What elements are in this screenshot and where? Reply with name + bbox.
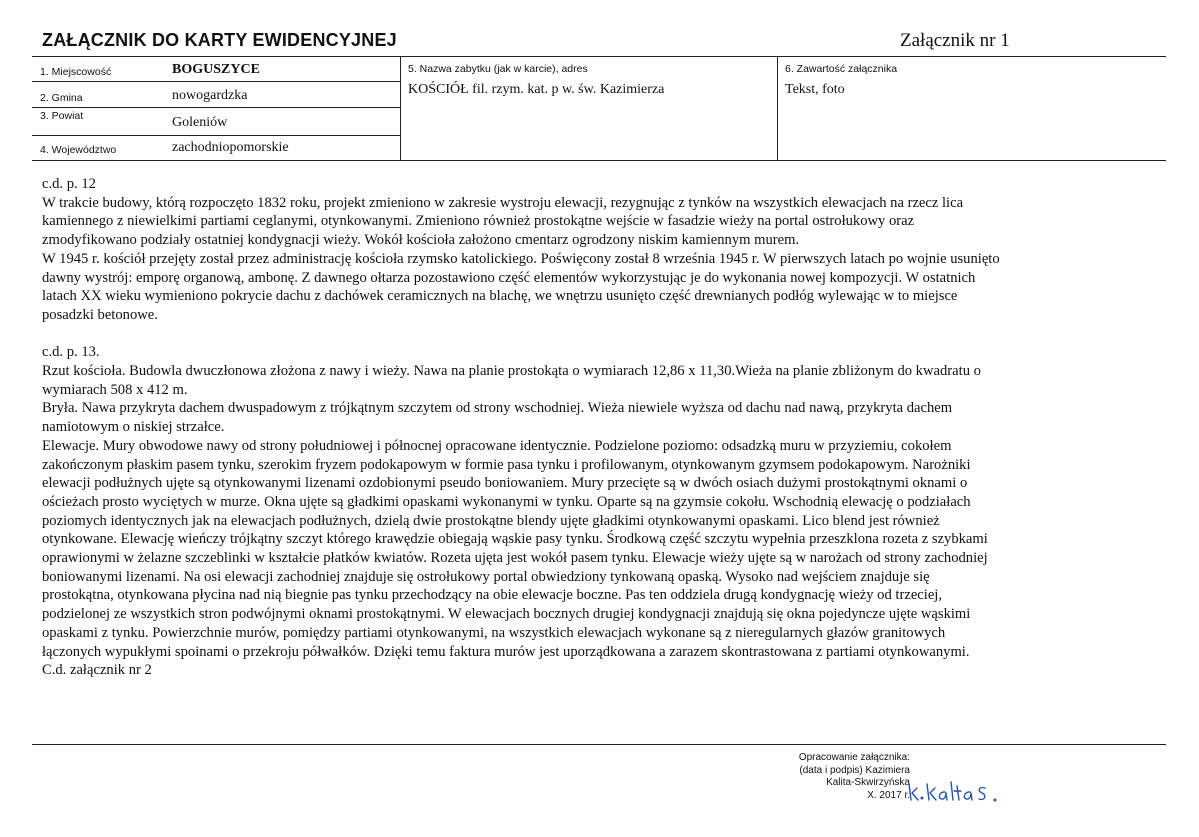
body-line: c.d. p. 13. (42, 344, 100, 361)
field-value-powiat: Goleniów (172, 115, 228, 130)
body-line: kamiennego z niewielkimi partiami ceglanymi, otynkowanymi. Zmieniono również prostokątne wejście w fasadzie wieży na portal ostrołukowy oraz (42, 213, 915, 230)
body-line: elewacji podłużnych ujęte są otynkowanymi lizenami ozdobionymi pseudo boniowaniem. Mury przecięte są w dwóch osiach dużymi prostokątnymi oknami o (42, 475, 968, 492)
paragraph-gap (42, 325, 1162, 344)
field-label-wojewodztwo: 4. Województwo (40, 144, 117, 156)
body-line: Elewacje. Mury obwodowe nawy od strony południowej i północnej opracowane identycznie. Podzielone poziomo: odsadzką muru w przyziemiu, cokołem (42, 437, 952, 454)
field-value-miejscowosc: BOGUSZYCE (172, 62, 260, 77)
body-line: podzielonej ze wszystkich stron podwójnymi oknami prostokątnymi. W elewacjach bocznych drugiej kondygnacji znajdują się okna pojedyncze ujęte wąskimi (42, 606, 971, 623)
field-value-wojewodztwo: zachodniopomorskie (172, 140, 289, 155)
header-table (32, 56, 1166, 161)
column-divider (400, 57, 401, 160)
body-line: wymiarach 508 x 412 m. (42, 381, 188, 398)
body-line: Bryła. Nawa przykryta dachem dwuspadowym z trójkątnym szczytem od strony wschodniej. Wieża niewiele wyższa od dachu nad nawą, przykryta dachem (42, 400, 953, 417)
field-value-zawartosc: Tekst, foto (785, 82, 845, 97)
field-label-zawartosc: 6. Zawartość załącznika (785, 63, 898, 75)
footer-line: X. 2017 r. (867, 789, 910, 801)
row-divider (32, 135, 400, 136)
body-line: C.d. załącznik nr 2 (42, 662, 152, 679)
field-value-gmina: nowogardzka (172, 88, 248, 103)
field-value-nazwa: KOŚCIÓŁ fil. rzym. kat. p w. św. Kazimierza (408, 82, 665, 97)
footer-line: Opracowanie załącznika: (798, 752, 910, 763)
body-line: posadzki betonowe. (42, 306, 158, 323)
body-line: latach XX wieku wymieniono pokrycie dachu z dachówek ceramicznych na blachę, we wnętrzu usunięto część drewnianych podłóg wylewając w to miejsce (42, 288, 958, 305)
body-line: ościeżach prosto wyciętych w murze. Okna ujęte są gładkimi opaskami wykonanymi w tynku. Oparte są na gzymsie cokołu. Wschodnią elewację o podziałach (42, 493, 971, 510)
body-line: poziomych identycznych jak na elewacjach podłużnych, dzielą dwie prostokątne blendy ujęte gładkimi otynkowanymi opaskami. Lico blend jest również (42, 512, 940, 529)
body-text (42, 175, 1162, 680)
row-divider (32, 81, 400, 82)
body-line: W trakcie budowy, którą rozpoczęto 1832 roku, projekt zmieniono w zakresie wystroju elewacji, rezygnując z tynków na wszystkich elewacjach na rzecz lica (42, 194, 964, 211)
row-divider (32, 107, 400, 108)
field-label-powiat: 3. Powiat (40, 110, 84, 122)
field-label-gmina: 2. Gmina (40, 92, 83, 104)
body-line: zakończonym płaskim pasem tynku, szerokim fryzem podokapowym w formie pasa tynku i profilowanym, otynkowanym gzymsem podokapowym. Narożniki (42, 456, 971, 473)
body-line: W 1945 r. kościół przejęty został przez administrację kościoła rzymsko katolickiego. Poświęcony został 8 września 1945 r. W pierwszych latach po wojnie usunięto (42, 250, 1000, 267)
field-label-nazwa: 5. Nazwa zabytku (jak w karcie), adres (408, 63, 588, 75)
footer-credits (770, 752, 910, 802)
body-line: namiotowym o niskiej strzałce. (42, 419, 225, 436)
body-line: c.d. p. 12 (42, 176, 96, 192)
body-line: otynkowane. Elewację wieńczy trójkątny szczyt którego krawędzie obiegają wąskie pasy tynku. Środkową część szczytu wypełnia przeszklona rozeta z szybkami (42, 531, 988, 548)
body-line: prostokątna, otynkowana płycina nad nią biegnie pas tynku przechodzący na obie elewacje boczne. Pas ten oddziela drugą kondygnację wieży od trzeciej, (42, 587, 943, 604)
footer-line: Kalita-Skwirzyńska (826, 777, 910, 788)
annex-number: Załącznik nr 1 (900, 30, 1010, 51)
body-line: łączonych wypukłymi spoinami o przekroju półwałków. Dzięki temu faktura murów jest uporządkowana a zarazem skontrastowana z partiami otynkowanymi. (42, 643, 970, 660)
body-line: Rzut kościoła. Budowla dwuczłonowa złożona z nawy i wieży. Nawa na planie prostokąta o wymiarach 12,86 x 11,30.Wieża na planie zbliżonym do kwadratu o (42, 363, 981, 380)
body-line: dawny wystrój: emporę organową, ambonę. Z dawnego ołtarza pozostawiono część elementów wykorzystując je do wykonania nowej kompozycji. W ostatnich (42, 269, 976, 286)
field-label-miejscowosc: 1. Miejscowość (40, 66, 112, 78)
footer-divider (32, 744, 1166, 745)
column-divider (777, 57, 778, 160)
document-title: ZAŁĄCZNIK DO KARTY EWIDENCYJNEJ (42, 30, 397, 50)
body-line: boniowanymi lizenami. Na osi elewacji zachodniej znajduje się ostrołukowy portal obwiedziony tynkowaną opaską. Wysoko nad wejściem znajduje się (42, 568, 930, 585)
body-line: zmodyfikowano podziały ostatniej kondygnacji wieży. Wokół kościoła założono cmentarz ogrodzony niskim kamiennym murem. (42, 232, 800, 249)
handwritten-signature (905, 778, 1005, 810)
footer-line: (data i podpis) Kazimiera (799, 764, 910, 776)
body-line: oprawionymi w żelazne szczeblinki w kształcie płatków kwiatów. Rozeta ujęta jest wokół pasem tynku. Elewacje wieży ujęte są w narożach od strony zachodniej (42, 550, 988, 567)
body-line: opaskami z tynku. Powierzchnie murów, pomiędzy partiami otynkowanymi, na wszystkich elewacjach wykonane są z nieregularnych głazów granitowych (42, 624, 946, 641)
